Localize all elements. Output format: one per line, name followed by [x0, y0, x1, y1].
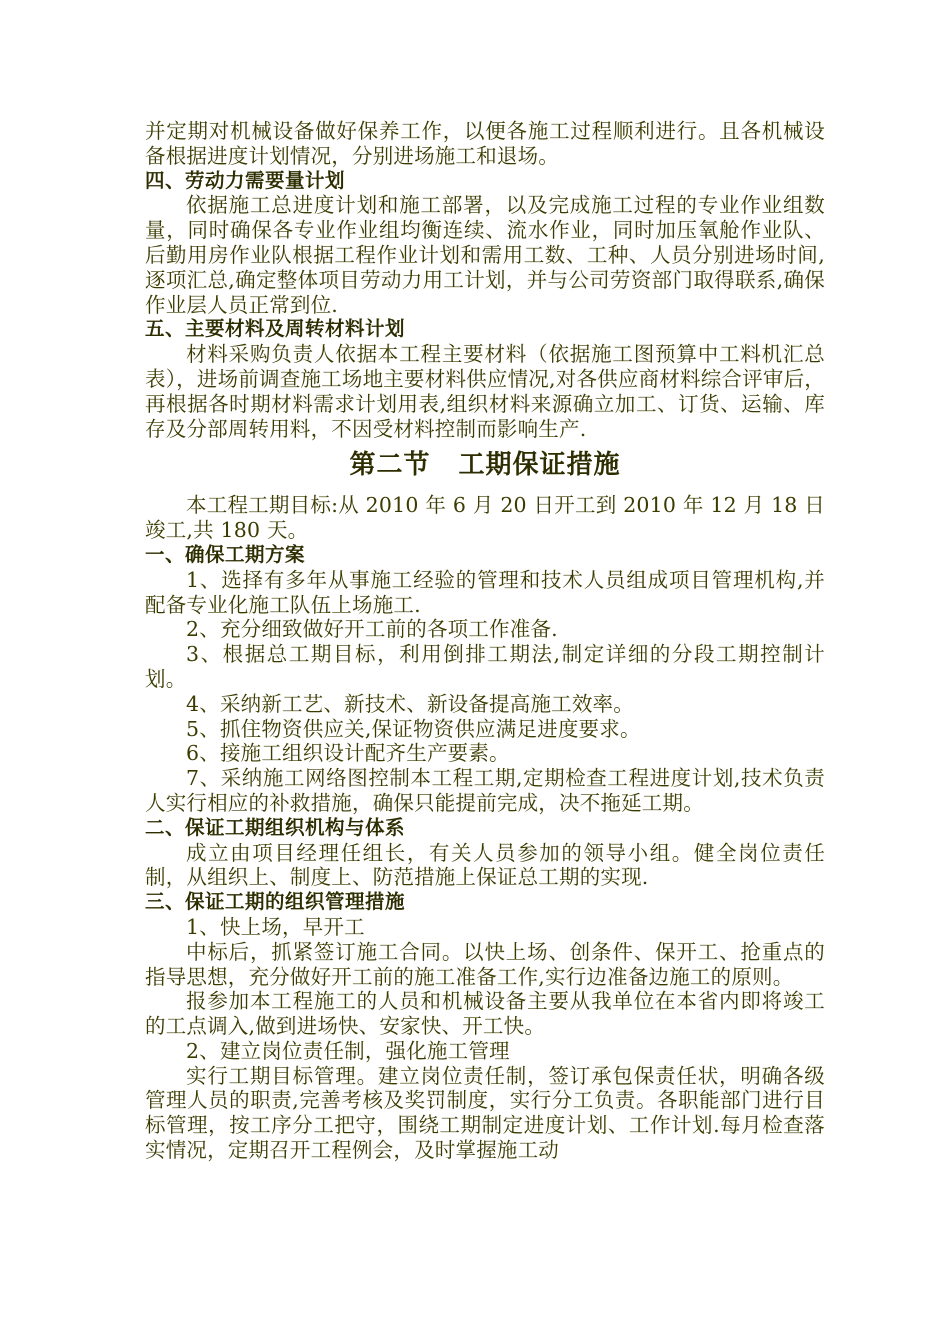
paragraph-labor-plan: 依据施工总进度计划和施工部署，以及完成施工过程的专业作业组数量，同时确保各专业作业组均衡连续、流水作业，同时加压氧舱作业队、后勤用房作业队根据工程作业计划和需用工数、工种、人员分别进场时间,逐项汇总,确定整体项目劳动力用工计划，并与公司劳资部门取得联系,确保作业层人员正常到位.	[145, 193, 825, 317]
heading-organization: 二、保证工期组织机构与体系	[145, 815, 406, 839]
list-item: 3、根据总工期目标，利用倒排工期法,制定详细的分段工期控制计划。	[145, 642, 825, 691]
subheading-fast-start: 1、快上场，早开工	[186, 914, 365, 939]
paragraph-organization: 成立由项目经理任组长，有关人员参加的领导小组。健全岗位责任制，从组织上、制度上、防范措施上保证总工期的实现.	[145, 840, 825, 890]
section-title	[145, 447, 825, 483]
section-name: 工期保证措施	[458, 450, 621, 481]
list-item: 2、充分细致做好开工前的各项工作准备.	[186, 617, 558, 642]
subheading-responsibility: 2、建立岗位责任制，强化施工管理	[186, 1038, 510, 1063]
heading-labor-plan: 四、劳动力需要量计划	[145, 168, 346, 192]
list-item: 1、选择有多年从事施工经验的管理和技术人员组成项目管理机构,并配备专业化施工队伍上场施工.	[145, 567, 825, 617]
paragraph-machinery-maintenance: 并定期对机械设备做好保养工作，以便各施工过程顺利进行。且各机械设备根据进度计划情况，分别进场施工和退场。	[145, 119, 825, 168]
list-item: 4、采纳新工艺、新技术、新设备提高施工效率。	[186, 691, 634, 716]
section-number: 第二节	[349, 450, 431, 481]
list-item: 7、采纳施工网络图控制本工程工期,定期检查工程进度计划,技术负责人实行相应的补救措施，确保只能提前完成，决不拖延工期。	[145, 766, 825, 815]
document-page	[145, 119, 825, 1163]
list-item: 5、抓住物资供应关,保证物资供应满足进度要求。	[186, 716, 641, 741]
list-item: 6、接施工组织设计配齐生产要素。	[186, 741, 510, 766]
heading-schedule-plan: 一、确保工期方案	[145, 542, 306, 566]
paragraph-fast-start: 中标后，抓紧签订施工合同。以快上场、创条件、保开工、抢重点的指导思想，充分做好开工前的施工准备工作,实行边准备边施工的原则。	[145, 939, 825, 989]
paragraph-responsibility: 实行工期目标管理。建立岗位责任制，签订承包保责任状，明确各级管理人员的职责,完善考核及奖罚制度，实行分工负责。各职能部门进行目标管理，按工序分工把守，围绕工期制定进度计划、工作计划.每月检查落实情况，定期召开工程例会，及时掌握施工动	[145, 1063, 825, 1163]
paragraph-materials-plan: 材料采购负责人依据本工程主要材料（依据施工图预算中工料机汇总表），进场前调查施工场地主要材料供应情况,对各供应商材料综合评审后，再根据各时期材料需求计划用表,组织材料来源确立加工、订货、运输、库存及分部周转用料，不因受材料控制而影响生产.	[145, 342, 825, 441]
heading-management-measures: 三、保证工期的组织管理措施	[145, 890, 406, 914]
paragraph-personnel-transfer: 报参加本工程施工的人员和机械设备主要从我单位在本省内即将竣工的工点调入,做到进场快、安家快、开工快。	[145, 989, 825, 1039]
heading-materials-plan: 五、主要材料及周转材料计划	[145, 317, 406, 341]
paragraph-schedule-goal: 本工程工期目标:从 2010 年 6 月 20 日开工到 2010 年 12 月 18 日竣工,共 180 天。	[145, 493, 825, 543]
